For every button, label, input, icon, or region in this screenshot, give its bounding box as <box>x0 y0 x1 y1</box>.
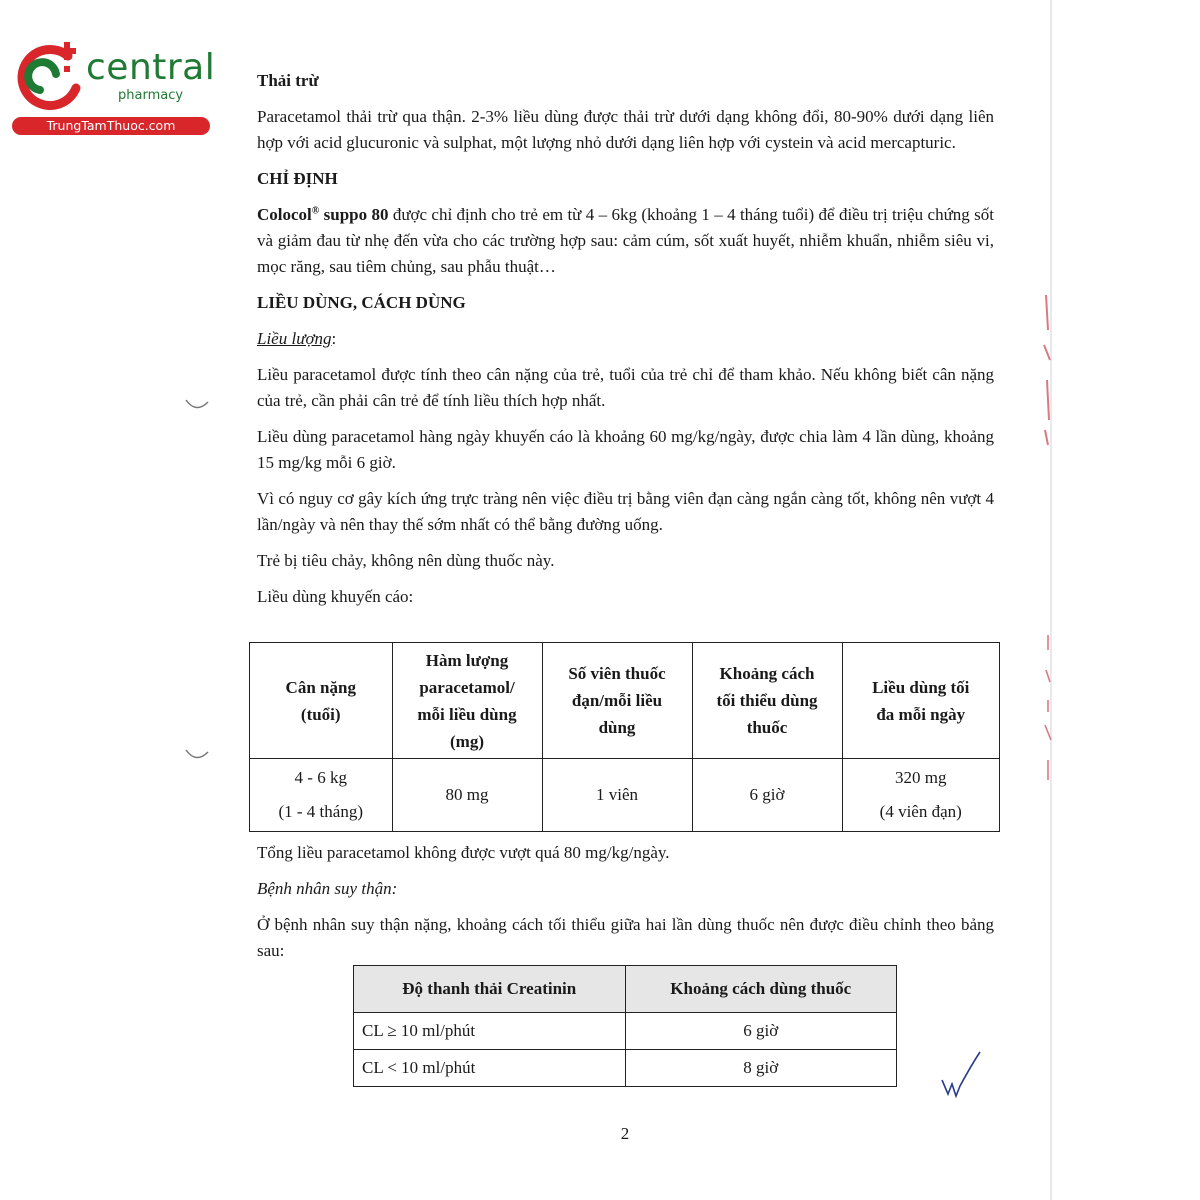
dose-table-header-row <box>250 643 1000 759</box>
paragraph-dosage-2: Liều dùng paracetamol hàng ngày khuyến cáo là khoảng 60 mg/kg/ngày, được chia làm 4 lần dùng, khoảng 15 mg/kg mỗi 6 giờ. <box>257 427 994 472</box>
renal-table-header-row <box>354 966 897 1013</box>
stamp-fragment-mark <box>1040 630 1056 790</box>
heading-elimination: Thải trừ <box>257 71 319 90</box>
page-edge-line <box>1050 0 1052 1200</box>
logo-site-url[interactable]: TrungTamThuoc.com <box>12 117 210 135</box>
renal-header-clearance: Độ thanh thải Creatinin <box>354 966 626 1013</box>
renal-cell-clearance: CL ≥ 10 ml/phút <box>354 1013 626 1050</box>
dose-header-interval: Khoảng cách tối thiểu dùng thuốc <box>692 643 842 759</box>
document-body <box>257 68 994 620</box>
signature-mark <box>938 1050 984 1102</box>
dose-cell-strength: 80 mg <box>392 759 542 832</box>
paragraph-dosage-3: Vì có nguy cơ gây kích ứng trực tràng nên việc điều trị bằng viên đạn càng ngắn càng tốt, không nên vượt 4 lần/ngày và nên thay thế sớm nhất có thể bằng đường uống. <box>257 489 994 534</box>
product-name: Colocol® suppo 80 <box>257 205 389 224</box>
paragraph-elimination: Paracetamol thải trừ qua thận. 2-3% liều dùng được thải trừ dưới dạng không đổi, 80-90% dưới dạng liên hợp với acid glucuronic và sulphat, một lượng nhỏ dưới dạng liên hợp với cystein và acid mercapturic. <box>257 107 994 152</box>
paragraph-dosage-5: Liều dùng khuyến cáo: <box>257 587 414 606</box>
page-number: 2 <box>620 1124 630 1143</box>
after-dose-table <box>257 840 994 974</box>
logo-brand: central <box>86 47 216 88</box>
stamp-fragment-mark <box>1038 290 1058 450</box>
heading-renal: Bệnh nhân suy thận: <box>257 879 398 898</box>
paragraph-dosage-4: Trẻ bị tiêu chảy, không nên dùng thuốc này. <box>257 551 555 570</box>
binding-hole-mark <box>184 746 210 764</box>
logo-subtitle: pharmacy <box>118 88 184 103</box>
renal-cell-clearance: CL < 10 ml/phút <box>354 1050 626 1087</box>
renal-cell-interval: 6 giờ <box>625 1013 897 1050</box>
table-row <box>354 1013 897 1050</box>
paragraph-dosage-1: Liều paracetamol được tính theo cân nặng của trẻ, tuổi của trẻ chỉ để tham khảo. Nếu không biết cân nặng của trẻ, cần phải cân trẻ để tính liều thích hợp nhất. <box>257 365 994 410</box>
binding-hole-mark <box>184 396 210 414</box>
paragraph-total-dose: Tổng liều paracetamol không được vượt quá 80 mg/kg/ngày. <box>257 843 670 862</box>
paragraph-indication: Colocol® suppo 80 được chỉ định cho trẻ em từ 4 – 6kg (khoảng 1 – 4 tháng tuổi) để điều trị triệu chứng sốt và giảm đau từ nhẹ đến vừa cho các trường hợp sau: cảm cúm, sốt xuất huyết, nhiễm khuẩn, nhiễm siêu vi, mọc răng, sau tiêm chủng, sau phẫu thuật… <box>257 205 994 276</box>
heading-dosage: LIỀU DÙNG, CÁCH DÙNG <box>257 293 466 312</box>
dose-cell-count: 1 viên <box>542 759 692 832</box>
dose-table <box>249 642 1000 832</box>
renal-cell-interval: 8 giờ <box>625 1050 897 1087</box>
dose-header-max: Liều dùng tối đa mỗi ngày <box>842 643 1000 759</box>
dose-header-strength: Hàm lượng paracetamol/ mỗi liều dùng (mg) <box>392 643 542 759</box>
renal-header-interval: Khoảng cách dùng thuốc <box>625 966 897 1013</box>
paragraph-renal: Ở bệnh nhân suy thận nặng, khoảng cách tối thiểu giữa hai lần dùng thuốc nên được điều chỉnh theo bảng sau: <box>257 915 994 960</box>
heading-indication: CHỈ ĐỊNH <box>257 169 338 188</box>
dose-cell-weight: 4 - 6 kg (1 - 4 tháng) <box>250 759 393 832</box>
dose-header-count: Số viên thuốc đạn/mỗi liều dùng <box>542 643 692 759</box>
logo-mark-icon <box>10 38 90 118</box>
dose-header-weight: Cân nặng (tuổi) <box>250 643 393 759</box>
subheading-dosage: Liều lượng: <box>257 329 337 348</box>
dose-cell-max: 320 mg (4 viên đạn) <box>842 759 1000 832</box>
table-row <box>354 1050 897 1087</box>
renal-table <box>353 965 897 1087</box>
table-row <box>250 759 1000 832</box>
dose-cell-interval: 6 giờ <box>692 759 842 832</box>
